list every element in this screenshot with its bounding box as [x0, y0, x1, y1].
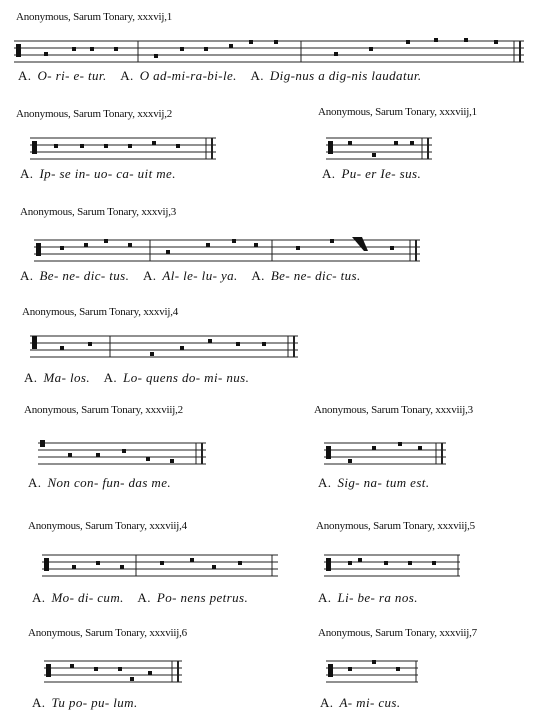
example-caption: Anonymous, Sarum Tonary, xxxviij,7	[318, 627, 477, 639]
antiphon-words: Tu po- pu- lum.	[51, 695, 138, 710]
antiphon-mark: A.	[28, 475, 42, 490]
antiphon-mark: A.	[32, 695, 46, 710]
staff-notation	[42, 552, 282, 582]
music-staff	[30, 135, 220, 170]
lyric-line	[32, 590, 248, 606]
lyric-line	[20, 166, 176, 182]
lyric-line	[28, 475, 171, 491]
antiphon-words: A- mi- cus.	[339, 695, 401, 710]
antiphon-mark: A.	[137, 590, 151, 605]
example-caption: Anonymous, Sarum Tonary, xxxviij,1	[318, 106, 477, 118]
antiphon-mark: A.	[322, 166, 336, 181]
staff-notation	[34, 237, 424, 267]
antiphon-mark: A.	[318, 590, 332, 605]
staff-notation	[324, 440, 450, 470]
lyric-line	[318, 590, 418, 606]
example-caption: Anonymous, Sarum Tonary, xxxvij,4	[22, 306, 179, 318]
example-caption: Anonymous, Sarum Tonary, xxxvij,1	[16, 11, 173, 23]
staff-notation	[38, 440, 210, 470]
staff-notation	[326, 135, 436, 165]
antiphon-words: Po- nens petrus.	[156, 590, 249, 605]
music-staff	[326, 658, 422, 693]
antiphon-mark: A.	[20, 268, 34, 283]
antiphon-mark: A.	[250, 68, 264, 83]
example-caption: Anonymous, Sarum Tonary, xxxvij,2	[16, 108, 173, 120]
music-staff	[34, 237, 424, 272]
antiphon-mark: A.	[32, 590, 46, 605]
music-staff	[326, 135, 436, 170]
antiphon-mark: A.	[318, 475, 332, 490]
antiphon-words: Ip- se in- uo- ca- uit me.	[39, 166, 176, 181]
antiphon-words: Be- ne- dic- tus.	[39, 268, 130, 283]
antiphon-words: Al- le- lu- ya.	[162, 268, 238, 283]
antiphon-mark: A.	[103, 370, 118, 385]
staff-notation	[30, 135, 220, 165]
lyric-line	[320, 695, 401, 711]
example-caption: Anonymous, Sarum Tonary, xxxviij,6	[28, 627, 187, 639]
antiphon-mark: A.	[120, 68, 134, 83]
staff-notation	[30, 333, 302, 363]
example-caption: Anonymous, Sarum Tonary, xxxviij,4	[28, 520, 187, 532]
antiphon-words: Lo- quens do- mi- nus.	[123, 370, 250, 385]
lyric-line	[32, 695, 138, 711]
antiphon-words: Mo- di- cum.	[51, 590, 124, 605]
lyric-line	[24, 370, 249, 386]
example-caption: Anonymous, Sarum Tonary, xxxviij,5	[316, 520, 475, 532]
lyric-line	[322, 166, 421, 182]
staff-notation	[324, 552, 464, 582]
lyric-line	[18, 68, 422, 84]
music-staff	[38, 440, 210, 475]
example-caption: Anonymous, Sarum Tonary, xxxvij,3	[20, 206, 177, 218]
antiphon-words: Ma- los.	[43, 370, 90, 385]
music-staff	[30, 333, 302, 368]
antiphon-mark: A.	[24, 370, 38, 385]
music-staff	[324, 440, 450, 475]
example-caption: Anonymous, Sarum Tonary, xxxviij,3	[314, 404, 473, 416]
antiphon-mark: A.	[251, 268, 265, 283]
lyric-line	[318, 475, 429, 491]
antiphon-words: Sig- na- tum est.	[337, 475, 430, 490]
antiphon-words: O ad-mi-ra-bi-le.	[139, 68, 237, 83]
antiphon-words: Dig-nus a dig-nis laudatur.	[269, 68, 422, 83]
antiphon-mark: A.	[18, 68, 32, 83]
music-staff	[44, 658, 186, 693]
antiphon-words: Li- be- ra nos.	[337, 590, 418, 605]
lyric-line	[20, 268, 361, 284]
staff-notation	[326, 658, 422, 688]
music-staff	[324, 552, 464, 587]
antiphon-mark: A.	[320, 695, 334, 710]
antiphon-words: Be- ne- dic- tus.	[270, 268, 361, 283]
antiphon-mark: A.	[142, 268, 157, 283]
example-caption: Anonymous, Sarum Tonary, xxxviij,2	[24, 404, 183, 416]
music-staff	[42, 552, 282, 587]
antiphon-words: Non con- fun- das me.	[47, 475, 172, 490]
antiphon-mark: A.	[20, 166, 34, 181]
staff-notation	[44, 658, 186, 688]
staff-notation	[14, 38, 526, 68]
antiphon-words: O- ri- e- tur.	[37, 68, 107, 83]
antiphon-words: Pu- er Ie- sus.	[341, 166, 422, 181]
